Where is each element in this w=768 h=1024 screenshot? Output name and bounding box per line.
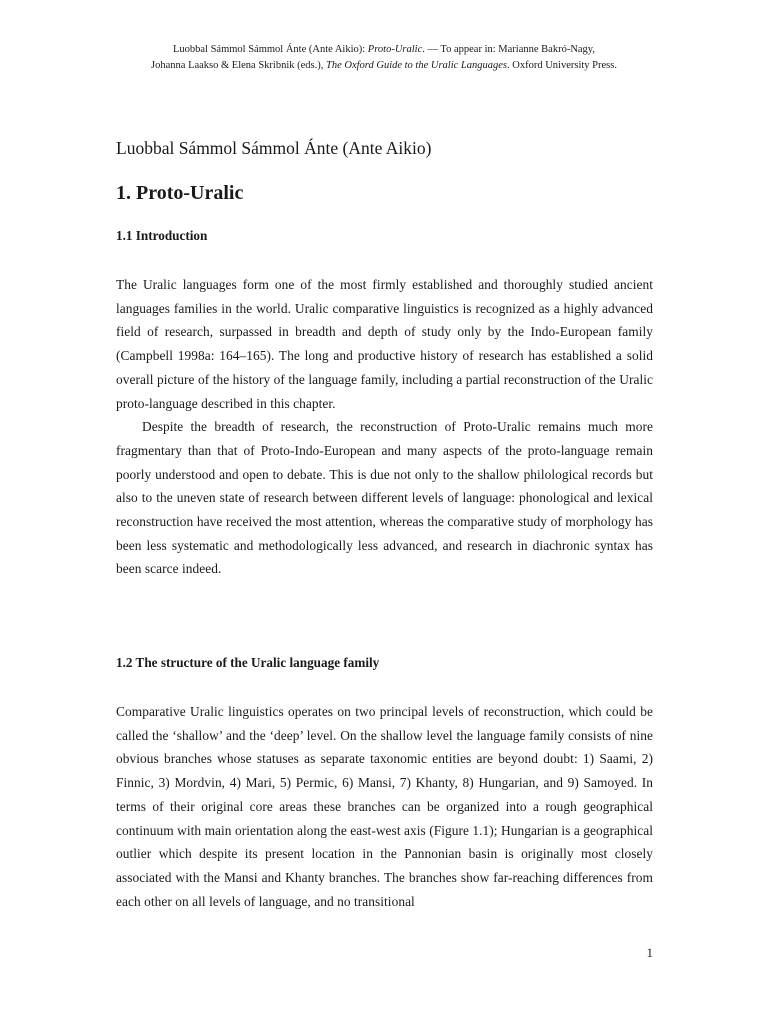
paragraph: Despite the breadth of research, the reconstruction of Proto-Uralic remains much more fragmentary than that of Proto-Indo-European and many aspects of the proto-language remain poorly understood and open to debate. This is due not only to the shallow philological records but also to the uneven state of research between different levels of language: phonological and lexical reconstruction have received the most attention, whereas the comparative study of morphology has been less systematic and methodologically less advanced, and research in diachronic syntax has been scarce indeed. (116, 419, 653, 577)
section-heading-structure: 1.2 The structure of the Uralic language family (116, 655, 380, 670)
running-header (100, 42, 668, 74)
section-body-structure (116, 700, 653, 913)
header-publisher: . Oxford University Press. (507, 60, 617, 71)
header-line-1 (100, 42, 668, 58)
section-heading-introduction: 1.1 Introduction (116, 228, 208, 243)
page-number: 1 (646, 945, 653, 960)
header-citation-author: Luobbal Sámmol Sámmol Ánte (Ante Aikio): (172, 44, 368, 55)
chapter-title: 1. Proto-Uralic (116, 182, 244, 204)
author-name: Luobbal Sámmol Sámmol Ánte (Ante Aikio) (116, 138, 432, 158)
header-book-title: The Oxford Guide to the Uralic Languages (326, 60, 508, 71)
header-chapter-title: Proto-Uralic (367, 44, 423, 55)
section-body-introduction (116, 273, 653, 581)
paragraph: The Uralic languages form one of the most firmly established and thoroughly studied ancient languages families in the world. Uralic comparative linguistics is recognized as a highly advanced field of research, surpassed in breadth and depth of study only by the Indo-European family (Campbell 1998a: 164–165). The long and productive history of research has established a solid overall picture of the history of the language family, including a partial reconstruction of the Uralic proto-language described in this chapter. (116, 277, 653, 411)
header-line-2 (100, 58, 668, 74)
header-editors-start: . — To appear in: Marianne Bakró-Nagy, (422, 44, 596, 55)
header-editors: Johanna Laakso & Elena Skribnik (eds.), (151, 60, 326, 71)
paragraph: Comparative Uralic linguistics operates on two principal levels of reconstruction, which could be called the ‘shallow’ and the ‘deep’ level. On the shallow level the language family consists of nine obvious branches whose statuses as separate taxonomic entities are beyond doubt: 1) Saami, 2) Finnic, 3) Mordvin, 4) Mari, 5) Permic, 6) Mansi, 7) Khanty, 8) Hungarian, and 9) Samoyed. In terms of their original core areas these branches can be organized into a rough geographical continuum with main orientation along the east-west axis (Figure 1.1); Hungarian is a geographical outlier which despite its present location in the Pannonian basin is originally most closely associated with the Mansi and Khanty branches. The branches show far-reaching differences from each other on all levels of language, and no transitional (116, 704, 653, 909)
